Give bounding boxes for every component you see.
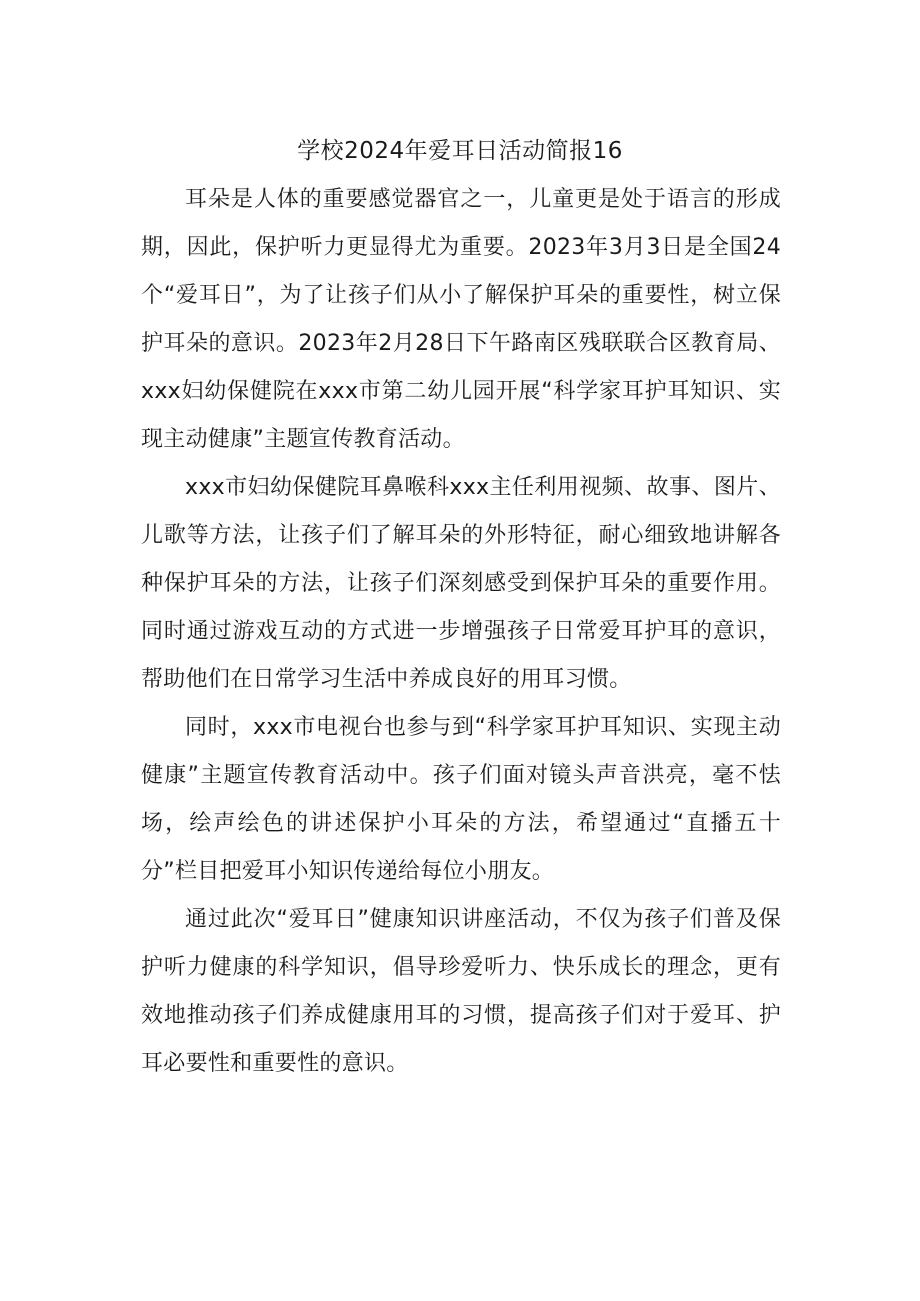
document-body	[141, 176, 781, 1088]
paragraph-2: xxx市妇幼保健院耳鼻喉科xxx主任利用视频、故事、图片、儿歌等方法，让孩子们了解耳朵的外形特征，耐心细致地讲解各种保护耳朵的方法，让孩子们深刻感受到保护耳朵的重要作用。同时通过游戏互动的方式进一步增强孩子日常爱耳护耳的意识，帮助他们在日常学习生活中养成良好的用耳习惯。	[141, 475, 781, 692]
document-title: 学校2024年爱耳日活动简报16	[297, 138, 623, 164]
paragraph-3: 同时，xxx市电视台也参与到“科学家耳护耳知识、实现主动健康”主题宣传教育活动中。孩子们面对镜头声音洪亮，毫不怯场，绘声绘色的讲述保护小耳朵的方法，希望通过“直播五十分”栏目把爱耳小知识传递给每位小朋友。	[141, 715, 781, 884]
paragraph-1: 耳朵是人体的重要感觉器官之一，儿童更是处于语言的形成期，因此，保护听力更显得尤为重要。2023年3月3日是全国24个“爱耳日”，为了让孩子们从小了解保护耳朵的重要性，树立保护耳朵的意识。2023年2月28日下午路南区残联联合区教育局、xxx妇幼保健院在xxx市第二幼儿园开展“科学家耳护耳知识、实现主动健康”主题宣传教育活动。	[141, 187, 781, 452]
paragraph-4: 通过此次“爱耳日”健康知识讲座活动，不仅为孩子们普及保护听力健康的科学知识，倡导珍爱听力、快乐成长的理念，更有效地推动孩子们养成健康用耳的习惯，提高孩子们对于爱耳、护耳必要性和重要性的意识。	[141, 907, 781, 1076]
